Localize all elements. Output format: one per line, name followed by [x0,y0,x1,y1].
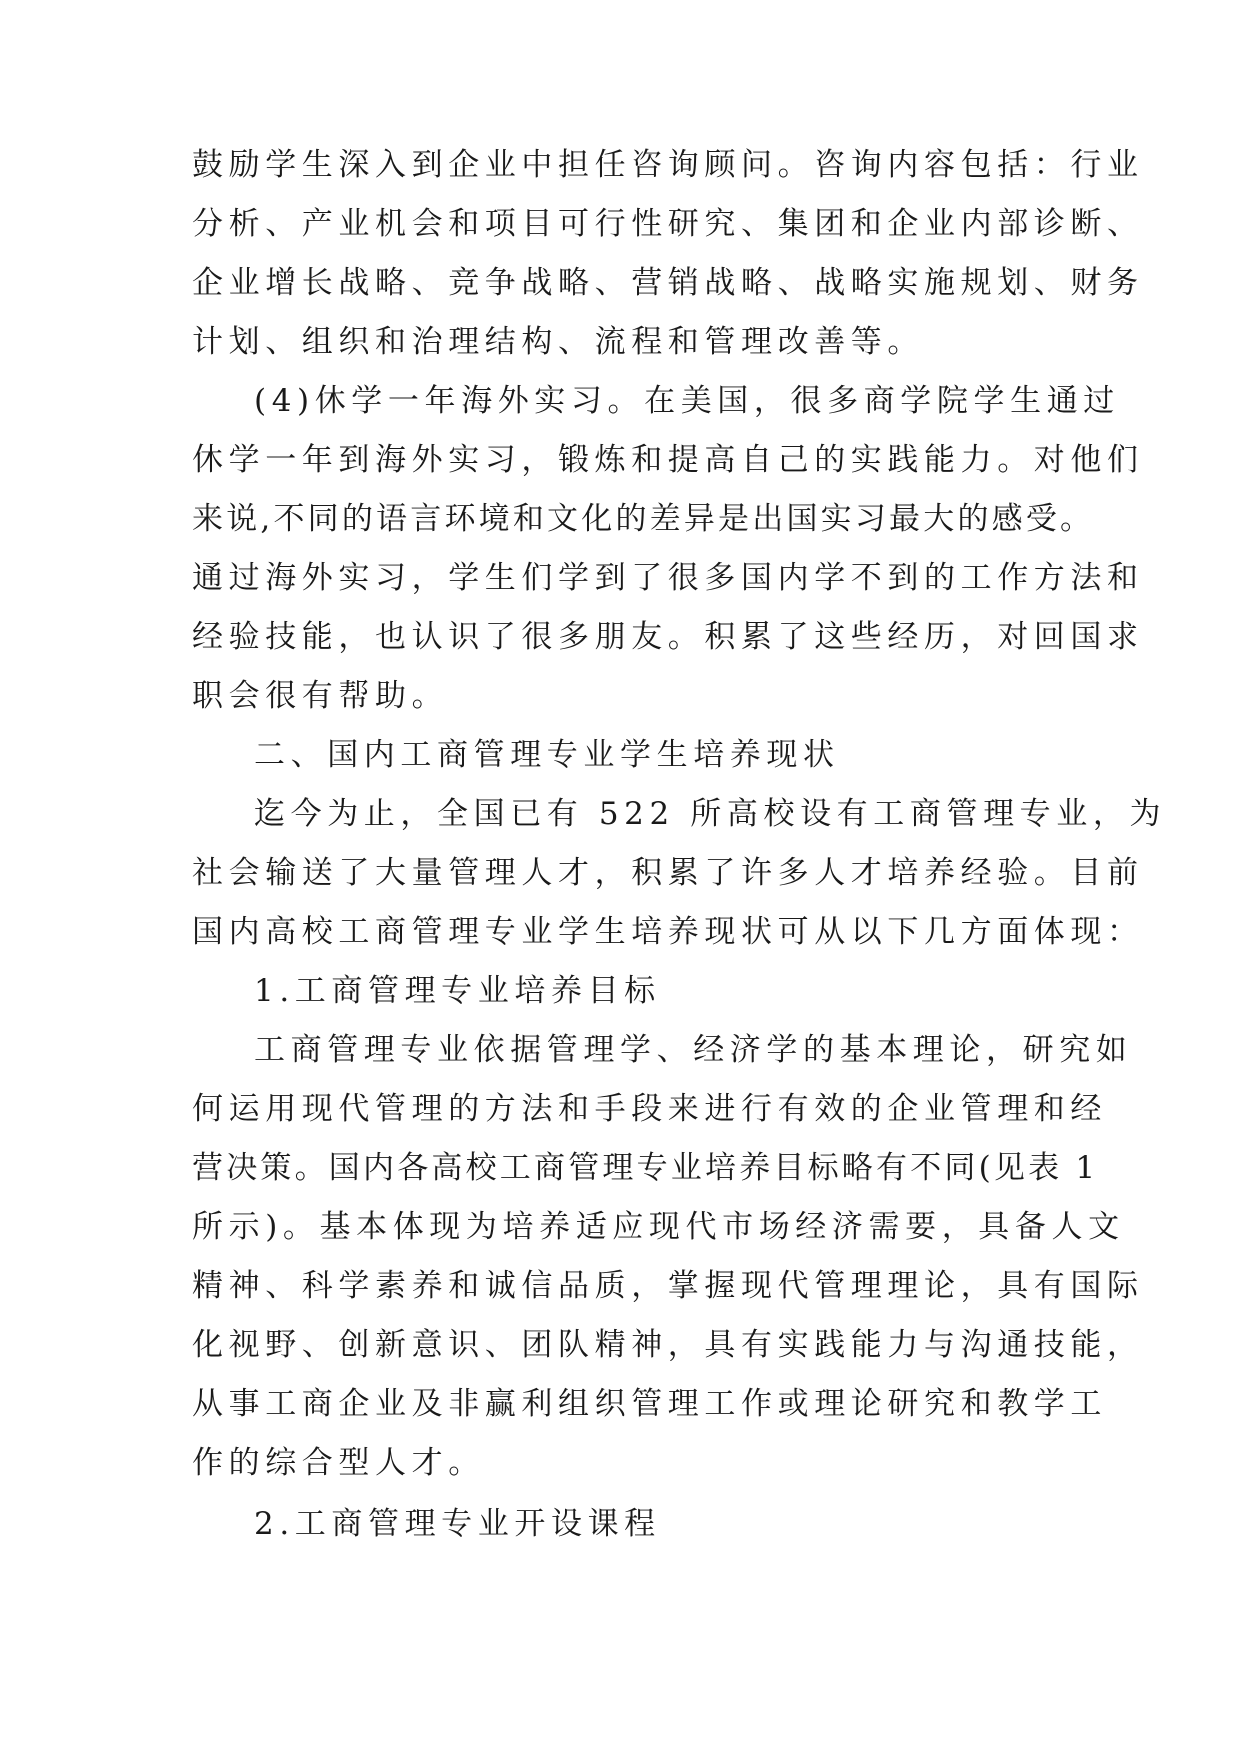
text-line: 分析、产业机会和项目可行性研究、集团和企业内部诊断、 [192,206,1144,242]
section-heading: 二、国内工商管理专业学生培养现状 [254,737,840,773]
text-line: 社会输送了大量管理人才，积累了许多人才培养经验。目前 [192,855,1144,891]
text-line: 营决策。国内各高校工商管理专业培养目标略有不同(见表 1 [192,1150,1099,1186]
text-line: 经验技能，也认识了很多朋友。积累了这些经历，对回国求 [192,619,1144,655]
text-line: 休学一年到海外实习，锻炼和提高自己的实践能力。对他们 [192,442,1144,478]
text-line: 化视野、创新意识、团队精神，具有实践能力与沟通技能， [192,1327,1144,1363]
subsection-heading: 1.工商管理专业培养目标 [254,973,661,1009]
paragraph-start: 工商管理专业依据管理学、经济学的基本理论，研究如 [254,1032,1133,1068]
paragraph-start: 迄今为止，全国已有 522 所高校设有工商管理专业，为 [254,796,1167,832]
text-line: 从事工商企业及非赢利组织管理工作或理论研究和教学工 [192,1386,1107,1422]
subsection-heading: 2.工商管理专业开设课程 [254,1506,661,1542]
text-line: 所示)。基本体现为培养适应现代市场经济需要，具备人文 [192,1209,1125,1245]
text-line: 作的综合型人才。 [192,1445,485,1481]
text-line: 来说,不同的语言环境和文化的差异是出国实习最大的感受。 [192,501,1095,537]
text-line: 国内高校工商管理专业学生培养现状可从以下几方面体现： [192,914,1144,950]
text-line: 鼓励学生深入到企业中担任咨询顾问。咨询内容包括：行业 [192,147,1144,183]
paragraph-start: (4)休学一年海外实习。在美国，很多商学院学生通过 [254,383,1120,419]
text-line: 何运用现代管理的方法和手段来进行有效的企业管理和经 [192,1091,1107,1127]
text-line: 企业增长战略、竞争战略、营销战略、战略实施规划、财务 [192,265,1144,301]
text-line: 精神、科学素养和诚信品质，掌握现代管理理论，具有国际 [192,1268,1144,1304]
text-line: 职会很有帮助。 [192,678,449,714]
text-line: 计划、组织和治理结构、流程和管理改善等。 [192,324,924,360]
text-line: 通过海外实习，学生们学到了很多国内学不到的工作方法和 [192,560,1144,596]
